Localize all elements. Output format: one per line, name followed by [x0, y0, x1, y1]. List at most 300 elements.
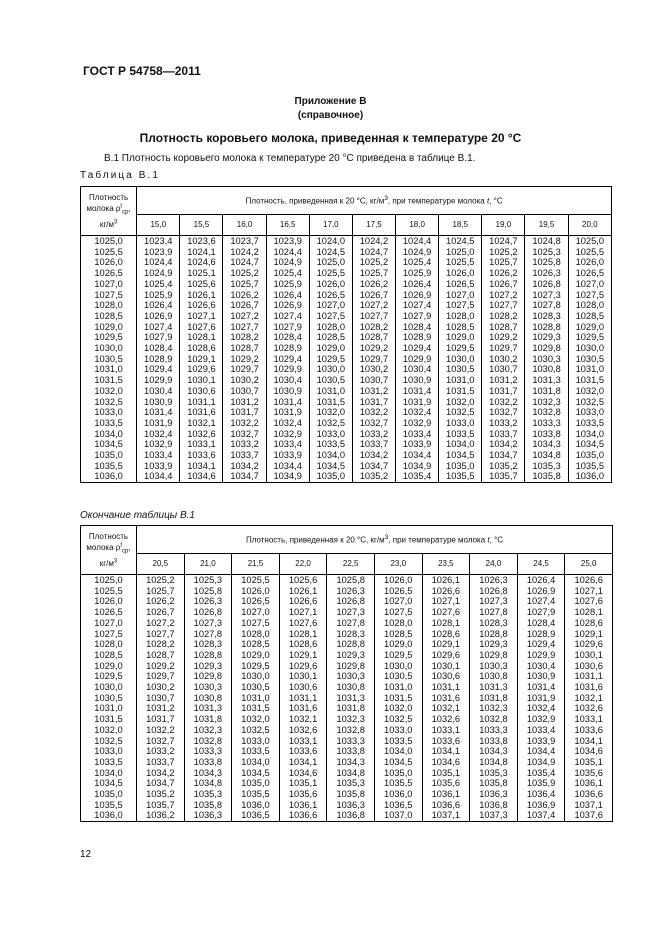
table-cell: 1035,3: [193, 789, 223, 800]
temperature-header: 24,5: [517, 554, 565, 575]
table-cell: 1030,1: [288, 671, 318, 682]
table-cell: 1030,5: [316, 375, 346, 386]
table-cell: 1029,0: [384, 639, 413, 650]
table-cell: 1030,3: [532, 353, 561, 364]
density-value: 1029,0: [94, 660, 123, 671]
table-cell: 1024,7: [359, 246, 389, 257]
table-cell: 1025,3: [532, 246, 561, 257]
table-cell: 1031,3: [336, 692, 365, 703]
table-cell: 1027,2: [489, 289, 518, 300]
table-cell: 1031,6: [431, 692, 461, 703]
table-cell: 1029,5: [316, 353, 346, 364]
table-cell: 1029,8: [479, 649, 508, 660]
table-cell: 1032,3: [193, 724, 223, 735]
table-cell: 1027,4: [273, 310, 302, 321]
table-cell: 1034,0: [241, 756, 270, 767]
table-cell: 1034,7: [230, 471, 259, 482]
table-cell: 1026,3: [193, 596, 223, 607]
table-cell: 1032,4: [144, 428, 173, 439]
table-cell: 1032,2: [489, 396, 518, 407]
table-cell: 1025,5: [316, 268, 346, 279]
table-cell: 1026,0: [384, 575, 413, 585]
table-cell: 1028,2: [359, 321, 389, 332]
table-cell: 1035,8: [336, 789, 365, 800]
table-cell: 1035,1: [574, 756, 603, 767]
table-cell: 1032,9: [402, 417, 432, 428]
table-cell: 1026,4: [144, 300, 173, 311]
table-cell: 1029,9: [402, 353, 432, 364]
density-value: 1025,0: [94, 575, 123, 585]
temperature-header: 22,0: [279, 554, 327, 575]
table-cell: 1027,6: [431, 607, 461, 618]
density-value: 1034,0: [94, 767, 123, 778]
table-cell: 1034,5: [446, 450, 475, 461]
table-cell: 1029,5: [384, 649, 413, 660]
table-cell: 1036,6: [288, 810, 318, 821]
table-cell: 1031,4: [273, 396, 302, 407]
table-cell: 1034,8: [479, 756, 508, 767]
table-cell: 1026,1: [288, 585, 318, 596]
table-cell: 1034,3: [532, 439, 561, 450]
value-column: [482, 236, 525, 483]
table-cell: 1035,0: [446, 460, 475, 471]
group-header-temperature: Плотность, приведенная к 20 °С, $кг/м^3$, при температуре молока t, °С: [137, 187, 612, 215]
table-cell: 1028,4: [402, 321, 432, 332]
table-cell: 1026,7: [146, 607, 175, 618]
table-cell: 1025,6: [187, 278, 216, 289]
table-cell: 1028,7: [146, 649, 175, 660]
temperature-header: 23,0: [374, 554, 422, 575]
density-value: 1028,0: [94, 300, 123, 311]
table-cell: 1027,8: [479, 607, 508, 618]
table-cell: 1029,1: [187, 353, 216, 364]
table-cell: 1027,0: [446, 289, 475, 300]
table-cell: 1032,8: [193, 735, 223, 746]
table-cell: 1031,8: [336, 703, 365, 714]
density-value: 1026,5: [94, 268, 123, 279]
table-cell: 1025,7: [146, 585, 175, 596]
density-value: 1027,5: [94, 628, 123, 639]
table-cell: 1027,0: [575, 278, 605, 289]
row-header-line2: молока $\rho^t_{ср}$,: [86, 542, 131, 555]
table-cell: 1034,2: [489, 439, 518, 450]
table-cell: 1031,3: [479, 682, 508, 693]
table-cell: 1037,1: [574, 799, 603, 810]
value-column: [279, 575, 327, 822]
table-cell: 1030,4: [144, 385, 173, 396]
table-cell: 1026,5: [241, 596, 270, 607]
density-value: 1029,5: [94, 332, 123, 343]
table-cell: 1027,1: [187, 310, 216, 321]
table-cell: 1034,6: [574, 746, 603, 757]
table-cell: 1034,6: [187, 471, 216, 482]
annex-subtitle: (справочное): [297, 110, 364, 121]
table-cell: 1036,0: [575, 471, 605, 482]
table-cell: 1030,5: [446, 364, 475, 375]
value-column: [137, 236, 180, 483]
table-cell: 1029,1: [431, 639, 461, 650]
table-cell: 1032,3: [532, 396, 561, 407]
table-cell: 1027,0: [316, 300, 346, 311]
table-cell: 1030,6: [187, 385, 216, 396]
table-cell: 1034,1: [187, 460, 216, 471]
table-cell: 1036,1: [288, 799, 318, 810]
table-cell: 1033,3: [336, 735, 365, 746]
table-cell: 1024,4: [402, 236, 432, 246]
table-cell: 1033,0: [384, 724, 413, 735]
row-header-unit: $кг/м^3$: [99, 558, 118, 568]
table-cell: 1028,9: [526, 628, 556, 639]
table-cell: 1032,8: [479, 714, 508, 725]
table-cell: 1024,1: [187, 246, 216, 257]
density-value: 1032,0: [94, 385, 123, 396]
density-value: 1035,5: [94, 460, 123, 471]
table-cell: 1029,2: [359, 343, 389, 354]
table-cell: 1026,4: [526, 575, 556, 585]
table-cell: 1036,6: [431, 799, 461, 810]
table-cell: 1026,0: [241, 585, 270, 596]
density-value: 1030,0: [94, 682, 123, 693]
table-cell: 1032,8: [336, 724, 365, 735]
table-cell: 1023,7: [230, 236, 259, 246]
density-column: [81, 575, 137, 822]
table-cell: 1027,6: [187, 321, 216, 332]
table-cell: 1026,6: [574, 575, 603, 585]
table-cell: 1029,1: [574, 628, 603, 639]
table-cell: 1026,7: [489, 278, 518, 289]
density-value: 1028,5: [94, 310, 123, 321]
table-cell: 1032,6: [431, 714, 461, 725]
density-value: 1034,0: [94, 428, 123, 439]
table-cell: 1031,5: [384, 692, 413, 703]
table-cell: 1032,6: [288, 724, 318, 735]
table-cell: 1024,5: [446, 236, 475, 246]
table-cell: 1033,5: [241, 746, 270, 757]
table-cell: 1025,5: [446, 257, 475, 268]
table-cell: 1025,2: [230, 268, 259, 279]
table-cell: 1028,2: [146, 639, 175, 650]
table-cell: 1029,0: [241, 649, 270, 660]
table-cell: 1028,9: [144, 353, 173, 364]
table-cell: 1031,9: [273, 407, 302, 418]
table-cell: 1026,5: [446, 278, 475, 289]
table-cell: 1031,0: [446, 375, 475, 386]
table-cell: 1032,7: [230, 428, 259, 439]
table-cell: 1029,6: [187, 364, 216, 375]
density-value: 1028,0: [94, 639, 123, 650]
table-cell: 1027,5: [241, 617, 270, 628]
table-cell: 1027,7: [230, 321, 259, 332]
table-cell: 1030,8: [532, 364, 561, 375]
table-cell: 1034,4: [144, 471, 173, 482]
table-cell: 1033,8: [193, 756, 223, 767]
table-cell: 1029,2: [146, 660, 175, 671]
table-cell: 1029,6: [288, 660, 318, 671]
table-cell: 1034,5: [241, 767, 270, 778]
table-cell: 1035,2: [146, 789, 175, 800]
table-cell: 1034,0: [384, 746, 413, 757]
table-cell: 1035,0: [575, 450, 605, 461]
temperature-header: 24,0: [470, 554, 518, 575]
table-cell: 1032,2: [359, 407, 389, 418]
table-cell: 1028,5: [575, 310, 605, 321]
table-cell: 1027,6: [288, 617, 318, 628]
table-cell: 1026,3: [336, 585, 365, 596]
table-cell: 1035,2: [359, 471, 389, 482]
density-value: 1031,0: [94, 364, 123, 375]
table-cell: 1024,2: [359, 236, 389, 246]
table-cell: 1024,7: [230, 257, 259, 268]
density-value: 1032,5: [94, 735, 123, 746]
temperature-header: 18,0: [396, 215, 439, 236]
table-cell: 1035,7: [489, 471, 518, 482]
table-cell: 1026,2: [489, 268, 518, 279]
table-cell: 1030,8: [479, 671, 508, 682]
table-cell: 1032,7: [146, 735, 175, 746]
table-cell: 1024,6: [187, 257, 216, 268]
table-cell: 1031,8: [532, 385, 561, 396]
table-cell: 1027,3: [336, 607, 365, 618]
table-cell: 1032,1: [187, 417, 216, 428]
table-cell: 1026,2: [230, 289, 259, 300]
table-cell: 1029,0: [575, 321, 605, 332]
table-cell: 1025,5: [575, 246, 605, 257]
temperature-header: 19,5: [525, 215, 568, 236]
table-cell: 1024,4: [144, 257, 173, 268]
table-cell: 1025,4: [144, 278, 173, 289]
table-cell: 1029,9: [273, 364, 302, 375]
table-cell: 1034,9: [402, 460, 432, 471]
table-cell: 1026,0: [575, 257, 605, 268]
table-cell: 1028,0: [446, 310, 475, 321]
value-column: [232, 575, 280, 822]
table-cell: 1023,9: [144, 246, 173, 257]
table-cell: 1033,5: [384, 735, 413, 746]
table-cell: 1033,7: [230, 450, 259, 461]
table-cell: 1029,4: [144, 364, 173, 375]
table-cell: 1029,5: [575, 332, 605, 343]
table-cell: 1029,3: [479, 639, 508, 650]
table-cell: 1033,9: [402, 439, 432, 450]
table-cell: 1036,0: [241, 799, 270, 810]
table-cell: 1034,3: [193, 767, 223, 778]
table-cell: 1031,5: [446, 385, 475, 396]
density-value: 1027,5: [94, 289, 123, 300]
value-column: [568, 236, 611, 483]
table-cell: 1031,3: [193, 703, 223, 714]
table-cell: 1035,7: [146, 799, 175, 810]
table-cell: 1027,8: [193, 628, 223, 639]
table-cell: 1027,3: [193, 617, 223, 628]
table-cell: 1026,6: [187, 300, 216, 311]
table-cell: 1030,6: [288, 682, 318, 693]
value-column: [137, 575, 185, 822]
table-cell: 1030,8: [336, 682, 365, 693]
table-cell: 1030,6: [574, 660, 603, 671]
table-cell: 1027,0: [241, 607, 270, 618]
table-cell: 1026,8: [193, 607, 223, 618]
annex-heading: Плотность коровьего молока, приведенная к температуре 20 °С: [139, 131, 522, 145]
density-value: 1027,0: [94, 617, 123, 628]
table-cell: 1031,6: [288, 703, 318, 714]
density-value: 1035,0: [94, 450, 123, 461]
table-cell: 1030,5: [241, 682, 270, 693]
table-cell: 1031,1: [187, 396, 216, 407]
table-cell: 1032,6: [187, 428, 216, 439]
table-cell: 1035,6: [288, 789, 318, 800]
temperature-header: 19,0: [482, 215, 525, 236]
table-cell: 1032,4: [273, 417, 302, 428]
temperature-header: 18,5: [439, 215, 482, 236]
value-column: [374, 575, 422, 822]
value-column: [180, 236, 223, 483]
table-cell: 1029,2: [489, 332, 518, 343]
table-cell: 1034,2: [146, 767, 175, 778]
table-cell: 1034,3: [336, 756, 365, 767]
table-cell: 1035,4: [402, 471, 432, 482]
table-cell: 1023,9: [273, 236, 302, 246]
density-table-1: [80, 186, 612, 483]
table-cell: 1031,2: [489, 375, 518, 386]
temperature-header: 20,5: [137, 554, 185, 575]
table-cell: 1025,7: [359, 268, 389, 279]
table-cell: 1035,5: [384, 778, 413, 789]
table-cell: 1031,2: [359, 385, 389, 396]
table-cell: 1033,3: [479, 724, 508, 735]
table-cell: 1028,1: [574, 607, 603, 618]
table-cell: 1034,4: [273, 460, 302, 471]
table-cell: 1035,1: [431, 767, 461, 778]
table-cell: 1036,4: [526, 789, 556, 800]
table-cell: 1031,1: [288, 692, 318, 703]
table-cell: 1034,8: [193, 778, 223, 789]
table-cell: 1035,5: [575, 460, 605, 471]
table-cell: 1028,2: [489, 310, 518, 321]
table-cell: 1024,2: [230, 246, 259, 257]
table-cell: 1027,9: [526, 607, 556, 618]
table-cell: 1035,9: [526, 778, 556, 789]
table-cell: 1031,3: [532, 375, 561, 386]
temperature-header: 25,0: [565, 554, 613, 575]
table-cell: 1031,1: [574, 671, 603, 682]
table-cell: 1034,2: [359, 450, 389, 461]
table-cell: 1025,7: [489, 257, 518, 268]
table-cell: 1035,6: [574, 767, 603, 778]
density-value: 1030,5: [94, 692, 123, 703]
table-cell: 1026,5: [575, 268, 605, 279]
table-cell: 1032,7: [359, 417, 389, 428]
table-cell: 1028,7: [489, 321, 518, 332]
table-cell: 1031,7: [489, 385, 518, 396]
table-cell: 1035,6: [431, 778, 461, 789]
table-cell: 1029,3: [193, 660, 223, 671]
table-cell: 1026,5: [316, 289, 346, 300]
density-value: 1034,5: [94, 778, 123, 789]
table-cell: 1030,7: [489, 364, 518, 375]
table-cell: 1024,9: [402, 246, 432, 257]
table-cell: 1032,5: [241, 724, 270, 735]
table-cell: 1027,1: [431, 596, 461, 607]
table-cell: 1030,1: [574, 649, 603, 660]
value-column: [309, 236, 352, 483]
table-cell: 1033,9: [273, 450, 302, 461]
table-cell: 1027,4: [144, 321, 173, 332]
table-cell: 1024,9: [144, 268, 173, 279]
density-value: 1030,0: [94, 343, 123, 354]
table-cell: 1025,0: [316, 257, 346, 268]
table-cell: 1036,1: [431, 789, 461, 800]
table-cell: 1032,5: [446, 407, 475, 418]
table-cell: 1030,7: [230, 385, 259, 396]
table-cell: 1026,4: [273, 289, 302, 300]
table-cell: 1034,7: [359, 460, 389, 471]
table-cell: 1032,0: [241, 714, 270, 725]
density-column: [81, 236, 137, 483]
table-cell: 1030,1: [187, 375, 216, 386]
value-column: [396, 236, 439, 483]
table-cell: 1026,7: [230, 300, 259, 311]
table-cell: 1030,9: [144, 396, 173, 407]
table-cell: 1027,9: [402, 310, 432, 321]
table-cell: 1026,0: [446, 268, 475, 279]
table-cell: 1031,4: [526, 682, 556, 693]
table-cell: 1031,6: [574, 682, 603, 693]
table-cell: 1028,1: [288, 628, 318, 639]
table-cell: 1026,1: [431, 575, 461, 585]
table-cell: 1031,7: [146, 714, 175, 725]
table-cell: 1035,8: [532, 471, 561, 482]
table-cell: 1024,7: [489, 236, 518, 246]
table-cell: 1028,2: [230, 332, 259, 343]
table-cell: 1024,9: [273, 257, 302, 268]
table-cell: 1033,3: [193, 746, 223, 757]
table-cell: 1027,3: [479, 596, 508, 607]
row-header-line1: Плотность: [89, 192, 129, 202]
density-value: 1032,5: [94, 396, 123, 407]
table-cell: 1030,2: [359, 364, 389, 375]
table-cell: 1032,0: [384, 703, 413, 714]
table-cell: 1031,6: [187, 407, 216, 418]
density-table-2: [80, 525, 613, 822]
table-cell: 1035,2: [489, 460, 518, 471]
table-cell: 1036,9: [526, 799, 556, 810]
table-cell: 1029,8: [336, 660, 365, 671]
density-value: 1026,5: [94, 607, 123, 618]
table-cell: 1032,1: [288, 714, 318, 725]
table-cell: 1034,0: [316, 450, 346, 461]
table-cell: 1032,1: [431, 703, 461, 714]
table-cell: 1025,4: [273, 268, 302, 279]
table-cell: 1031,5: [316, 396, 346, 407]
table-cell: 1034,1: [574, 735, 603, 746]
table-cell: 1029,5: [241, 660, 270, 671]
table-cell: 1027,8: [336, 617, 365, 628]
table-cell: 1033,8: [336, 746, 365, 757]
table-cell: 1027,1: [288, 607, 318, 618]
table-cell: 1026,6: [431, 585, 461, 596]
table-cell: 1036,1: [574, 778, 603, 789]
table-cell: 1028,4: [273, 332, 302, 343]
document-header: ГОСТ Р 54758—2011: [83, 64, 201, 78]
table-cell: 1036,6: [574, 789, 603, 800]
table-cell: 1033,1: [187, 439, 216, 450]
table-cell: 1024,8: [532, 236, 561, 246]
table-cell: 1031,4: [144, 407, 173, 418]
page-number: 12: [80, 849, 92, 860]
table-cell: 1025,4: [402, 257, 432, 268]
table-cell: 1027,7: [146, 628, 175, 639]
table-cell: 1032,0: [446, 396, 475, 407]
